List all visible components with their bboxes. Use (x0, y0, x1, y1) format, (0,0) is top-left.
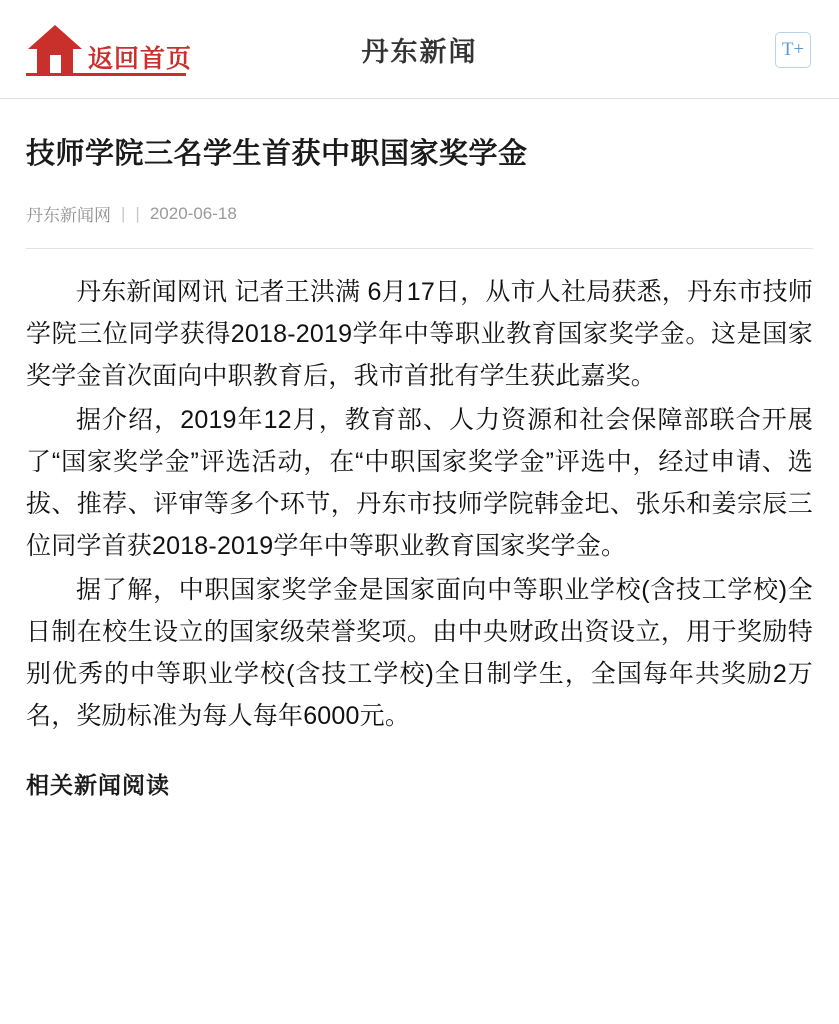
article-paragraph: 丹东新闻网讯 记者王洪满 6月17日，从市人社局获悉，丹东市技师学院三位同学获得2018-2019学年中等职业教育国家奖学金。这是国家奖学金首次面向中职教育后，我市首批有学生获此嘉奖。 (26, 278, 814, 391)
page-header (0, 0, 839, 98)
site-title: 丹东新闻 (361, 36, 478, 67)
home-link-label: 返回首页 (88, 45, 193, 73)
home-link[interactable] (26, 23, 192, 75)
home-link-underline (26, 73, 186, 76)
article-paragraph: 据介绍，2019年12月，教育部、人力资源和社会保障部联合开展了“国家奖学金”评选活动，在“中职国家奖学金”评选中，经过申请、选拔、推荐、评审等多个环节，丹东市技师学院韩金圯、张乐和姜宗辰三位同学首获2018-2019学年中等职业教育国家奖学金。 (26, 406, 813, 561)
article-meta (26, 201, 813, 226)
meta-divider (26, 248, 813, 249)
article-date: 2020-06-18 (149, 203, 237, 223)
page-bottom-spacer (0, 1018, 839, 1024)
header-divider (0, 98, 839, 99)
home-icon (26, 23, 84, 75)
meta-separator: | (121, 203, 126, 223)
font-size-button[interactable]: T+ (775, 32, 811, 68)
article-body (26, 271, 813, 737)
article (0, 133, 839, 800)
article-title: 技师学院三名学生首获中职国家奖学金 (26, 138, 528, 170)
meta-separator-2: | (135, 203, 140, 223)
related-news-heading: 相关新闻阅读 (26, 772, 170, 799)
article-paragraph: 据了解，中职国家奖学金是国家面向中等职业学校(含技工学校)全日制在校生设立的国家级荣誉奖项。由中央财政出资设立，用于奖励特别优秀的中等职业学校(含技工学校)全日制学生，全国每年共奖励2万名，奖励标准为每人每年6000元。 (26, 576, 813, 731)
article-source: 丹东新闻网 (26, 206, 111, 226)
